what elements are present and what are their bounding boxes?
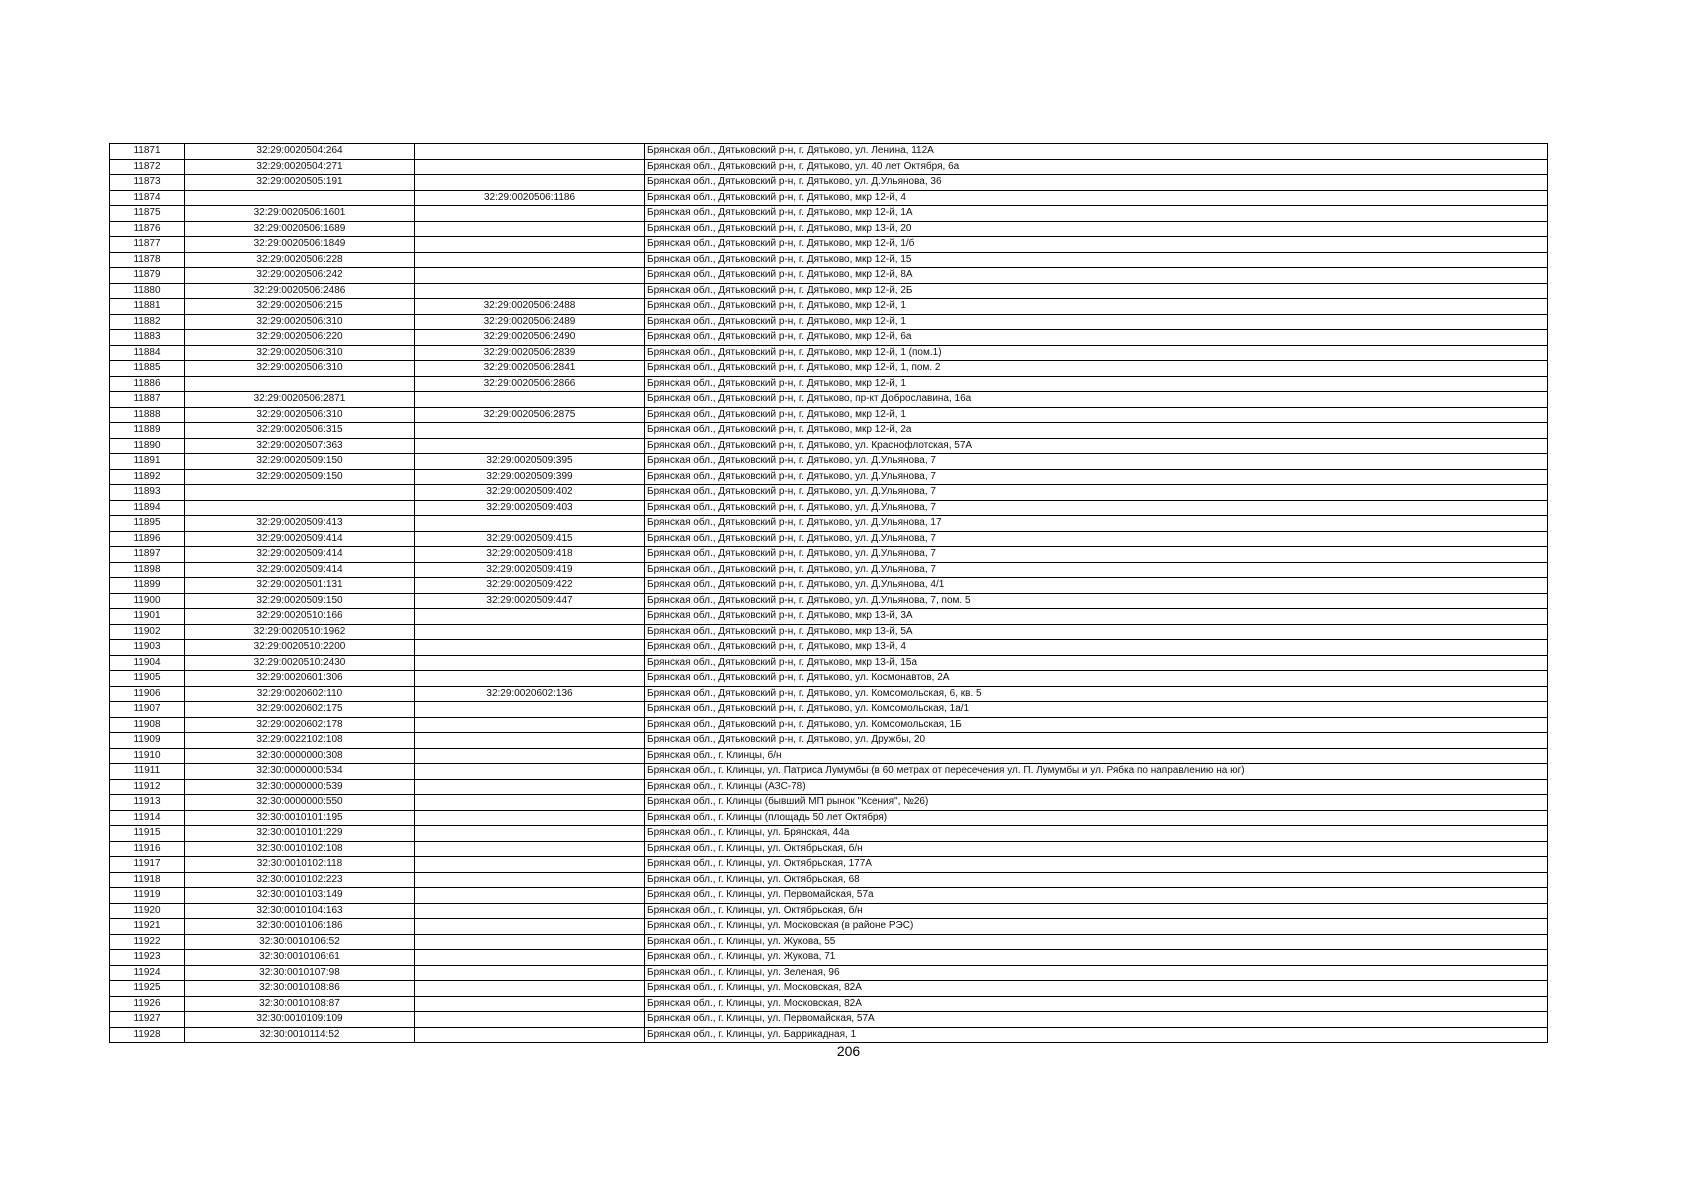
table-row	[110, 733, 1548, 749]
address-cell: Брянская обл., г. Клинцы, б/н	[645, 748, 1548, 764]
address-cell: Брянская обл., Дятьковский р-н, г. Дятьково, ул. Д.Ульянова, 7	[645, 454, 1548, 470]
object-cadastral-number-cell: 32:29:0020506:2841	[415, 361, 645, 377]
land-cadastral-number-cell: 32:29:0020506:1849	[185, 237, 415, 253]
object-cadastral-number-cell	[415, 826, 645, 842]
row-number-cell: 11910	[110, 748, 185, 764]
object-cadastral-number-cell	[415, 252, 645, 268]
land-cadastral-number-cell: 32:29:0020506:2871	[185, 392, 415, 408]
land-cadastral-number-cell	[185, 190, 415, 206]
object-cadastral-number-cell: 32:29:0020509:422	[415, 578, 645, 594]
row-number-cell: 11876	[110, 221, 185, 237]
address-cell: Брянская обл., Дятьковский р-н, г. Дятьково, мкр 12-й, 6а	[645, 330, 1548, 346]
land-cadastral-number-cell: 32:29:0020506:310	[185, 314, 415, 330]
table-row	[110, 206, 1548, 222]
object-cadastral-number-cell	[415, 872, 645, 888]
table-row	[110, 361, 1548, 377]
object-cadastral-number-cell: 32:29:0020506:1186	[415, 190, 645, 206]
table-row	[110, 578, 1548, 594]
object-cadastral-number-cell	[415, 965, 645, 981]
table-row	[110, 764, 1548, 780]
address-cell: Брянская обл., Дятьковский р-н, г. Дятьково, мкр 12-й, 1А	[645, 206, 1548, 222]
address-cell: Брянская обл., Дятьковский р-н, г. Дятьково, мкр 12-й, 1 (пом.1)	[645, 345, 1548, 361]
land-cadastral-number-cell: 32:29:0020509:414	[185, 531, 415, 547]
object-cadastral-number-cell	[415, 810, 645, 826]
row-number-cell: 11902	[110, 624, 185, 640]
object-cadastral-number-cell	[415, 733, 645, 749]
object-cadastral-number-cell: 32:29:0020506:2489	[415, 314, 645, 330]
land-cadastral-number-cell	[185, 376, 415, 392]
land-cadastral-number-cell: 32:30:0010102:118	[185, 857, 415, 873]
row-number-cell: 11890	[110, 438, 185, 454]
address-cell: Брянская обл., Дятьковский р-н, г. Дятьково, ул. Комсомольская, 6, кв. 5	[645, 686, 1548, 702]
land-cadastral-number-cell: 32:29:0020507:363	[185, 438, 415, 454]
table-row	[110, 593, 1548, 609]
land-cadastral-number-cell: 32:29:0020506:1601	[185, 206, 415, 222]
table-row	[110, 547, 1548, 563]
land-cadastral-number-cell: 32:30:0010104:163	[185, 903, 415, 919]
land-cadastral-number-cell: 32:30:0010103:149	[185, 888, 415, 904]
land-cadastral-number-cell: 32:29:0020510:166	[185, 609, 415, 625]
object-cadastral-number-cell: 32:29:0020509:419	[415, 562, 645, 578]
row-number-cell: 11892	[110, 469, 185, 485]
row-number-cell: 11901	[110, 609, 185, 625]
object-cadastral-number-cell	[415, 888, 645, 904]
row-number-cell: 11883	[110, 330, 185, 346]
row-number-cell: 11914	[110, 810, 185, 826]
table-row	[110, 299, 1548, 315]
table-row	[110, 144, 1548, 160]
address-cell: Брянская обл., Дятьковский р-н, г. Дятьково, ул. Комсомольская, 1Б	[645, 717, 1548, 733]
table-row	[110, 345, 1548, 361]
object-cadastral-number-cell	[415, 206, 645, 222]
land-cadastral-number-cell	[185, 485, 415, 501]
row-number-cell: 11898	[110, 562, 185, 578]
object-cadastral-number-cell	[415, 268, 645, 284]
table-row	[110, 562, 1548, 578]
object-cadastral-number-cell	[415, 671, 645, 687]
row-number-cell: 11872	[110, 159, 185, 175]
table-row	[110, 1027, 1548, 1043]
table-row	[110, 423, 1548, 439]
object-cadastral-number-cell	[415, 795, 645, 811]
object-cadastral-number-cell	[415, 516, 645, 532]
address-cell: Брянская обл., г. Клинцы, ул. Жукова, 55	[645, 934, 1548, 950]
land-cadastral-number-cell: 32:30:0010106:52	[185, 934, 415, 950]
land-cadastral-number-cell	[185, 500, 415, 516]
table-row	[110, 795, 1548, 811]
table-row	[110, 655, 1548, 671]
address-cell: Брянская обл., Дятьковский р-н, г. Дятьково, ул. Д.Ульянова, 7	[645, 531, 1548, 547]
land-cadastral-number-cell: 32:29:0020504:271	[185, 159, 415, 175]
land-cadastral-number-cell: 32:30:0010106:186	[185, 919, 415, 935]
object-cadastral-number-cell	[415, 1012, 645, 1028]
row-number-cell: 11925	[110, 981, 185, 997]
land-cadastral-number-cell: 32:29:0020510:2200	[185, 640, 415, 656]
address-cell: Брянская обл., Дятьковский р-н, г. Дятьково, ул. 40 лет Октября, 6а	[645, 159, 1548, 175]
table-row	[110, 950, 1548, 966]
land-cadastral-number-cell: 32:29:0020509:414	[185, 547, 415, 563]
row-number-cell: 11906	[110, 686, 185, 702]
object-cadastral-number-cell: 32:29:0020509:402	[415, 485, 645, 501]
land-cadastral-number-cell: 32:29:0020510:2430	[185, 655, 415, 671]
object-cadastral-number-cell	[415, 237, 645, 253]
land-cadastral-number-cell: 32:29:0020602:110	[185, 686, 415, 702]
address-cell: Брянская обл., Дятьковский р-н, г. Дятьково, мкр 12-й, 2а	[645, 423, 1548, 439]
address-cell: Брянская обл., Дятьковский р-н, г. Дятьково, ул. Комсомольская, 1а/1	[645, 702, 1548, 718]
object-cadastral-number-cell	[415, 1027, 645, 1043]
row-number-cell: 11921	[110, 919, 185, 935]
row-number-cell: 11886	[110, 376, 185, 392]
object-cadastral-number-cell	[415, 919, 645, 935]
address-cell: Брянская обл., Дятьковский р-н, г. Дятьково, ул. Космонавтов, 2А	[645, 671, 1548, 687]
row-number-cell: 11909	[110, 733, 185, 749]
object-cadastral-number-cell	[415, 841, 645, 857]
object-cadastral-number-cell: 32:29:0020506:2488	[415, 299, 645, 315]
object-cadastral-number-cell	[415, 159, 645, 175]
address-cell: Брянская обл., Дятьковский р-н, г. Дятьково, мкр 12-й, 2Б	[645, 283, 1548, 299]
address-cell: Брянская обл., Дятьковский р-н, г. Дятьково, мкр 13-й, 15а	[645, 655, 1548, 671]
land-cadastral-number-cell: 32:29:0020506:2486	[185, 283, 415, 299]
row-number-cell: 11918	[110, 872, 185, 888]
address-cell: Брянская обл., Дятьковский р-н, г. Дятьково, ул. Д.Ульянова, 36	[645, 175, 1548, 191]
table-row	[110, 438, 1548, 454]
object-cadastral-number-cell	[415, 438, 645, 454]
row-number-cell: 11900	[110, 593, 185, 609]
land-cadastral-number-cell: 32:29:0022102:108	[185, 733, 415, 749]
table-row	[110, 810, 1548, 826]
address-cell: Брянская обл., Дятьковский р-н, г. Дятьково, мкр 12-й, 8А	[645, 268, 1548, 284]
row-number-cell: 11908	[110, 717, 185, 733]
object-cadastral-number-cell	[415, 996, 645, 1012]
address-cell: Брянская обл., Дятьковский р-н, г. Дятьково, мкр 13-й, 20	[645, 221, 1548, 237]
object-cadastral-number-cell: 32:29:0020509:418	[415, 547, 645, 563]
object-cadastral-number-cell	[415, 702, 645, 718]
row-number-cell: 11889	[110, 423, 185, 439]
land-cadastral-number-cell: 32:29:0020505:191	[185, 175, 415, 191]
table-row	[110, 469, 1548, 485]
row-number-cell: 11912	[110, 779, 185, 795]
address-cell: Брянская обл., Дятьковский р-н, г. Дятьково, ул. Д.Ульянова, 7	[645, 562, 1548, 578]
table-row	[110, 252, 1548, 268]
row-number-cell: 11922	[110, 934, 185, 950]
object-cadastral-number-cell	[415, 624, 645, 640]
object-cadastral-number-cell	[415, 640, 645, 656]
land-cadastral-number-cell: 32:29:0020506:315	[185, 423, 415, 439]
object-cadastral-number-cell	[415, 950, 645, 966]
address-cell: Брянская обл., Дятьковский р-н, г. Дятьково, ул. Д.Ульянова, 4/1	[645, 578, 1548, 594]
table-row	[110, 531, 1548, 547]
row-number-cell: 11880	[110, 283, 185, 299]
land-cadastral-number-cell: 32:30:0010101:195	[185, 810, 415, 826]
object-cadastral-number-cell	[415, 609, 645, 625]
land-cadastral-number-cell: 32:29:0020509:150	[185, 593, 415, 609]
land-cadastral-number-cell: 32:29:0020602:175	[185, 702, 415, 718]
object-cadastral-number-cell	[415, 144, 645, 160]
row-number-cell: 11916	[110, 841, 185, 857]
address-cell: Брянская обл., Дятьковский р-н, г. Дятьково, мкр 12-й, 1, пом. 2	[645, 361, 1548, 377]
address-cell: Брянская обл., Дятьковский р-н, г. Дятьково, ул. Д.Ульянова, 7, пом. 5	[645, 593, 1548, 609]
land-cadastral-number-cell: 32:29:0020506:220	[185, 330, 415, 346]
object-cadastral-number-cell	[415, 934, 645, 950]
address-cell: Брянская обл., г. Клинцы, ул. Патриса Лумумбы (в 60 метрах от пересечения ул. П. Лумумбы и ул. Рябка по направлению на юг)	[645, 764, 1548, 780]
row-number-cell: 11885	[110, 361, 185, 377]
land-cadastral-number-cell: 32:30:0000000:539	[185, 779, 415, 795]
table-row	[110, 640, 1548, 656]
table-row	[110, 221, 1548, 237]
row-number-cell: 11878	[110, 252, 185, 268]
object-cadastral-number-cell	[415, 175, 645, 191]
row-number-cell: 11874	[110, 190, 185, 206]
table-row	[110, 981, 1548, 997]
table-row	[110, 748, 1548, 764]
address-cell: Брянская обл., Дятьковский р-н, г. Дятьково, мкр 13-й, 3А	[645, 609, 1548, 625]
table-row	[110, 903, 1548, 919]
object-cadastral-number-cell: 32:29:0020506:2839	[415, 345, 645, 361]
row-number-cell: 11893	[110, 485, 185, 501]
land-cadastral-number-cell: 32:30:0010109:109	[185, 1012, 415, 1028]
row-number-cell: 11926	[110, 996, 185, 1012]
address-cell: Брянская обл., г. Клинцы, ул. Московская, 82А	[645, 996, 1548, 1012]
row-number-cell: 11915	[110, 826, 185, 842]
land-cadastral-number-cell: 32:29:0020509:150	[185, 469, 415, 485]
object-cadastral-number-cell: 32:29:0020506:2875	[415, 407, 645, 423]
land-cadastral-number-cell: 32:29:0020509:150	[185, 454, 415, 470]
address-cell: Брянская обл., г. Клинцы, ул. Московская, 82А	[645, 981, 1548, 997]
address-cell: Брянская обл., г. Клинцы, ул. Первомайская, 57а	[645, 888, 1548, 904]
land-cadastral-number-cell: 32:30:0010114:52	[185, 1027, 415, 1043]
land-cadastral-number-cell: 32:29:0020504:264	[185, 144, 415, 160]
object-cadastral-number-cell	[415, 748, 645, 764]
table-row	[110, 330, 1548, 346]
address-cell: Брянская обл., Дятьковский р-н, г. Дятьково, ул. Д.Ульянова, 7	[645, 547, 1548, 563]
address-cell: Брянская обл., Дятьковский р-н, г. Дятьково, ул. Д.Ульянова, 7	[645, 469, 1548, 485]
land-cadastral-number-cell: 32:29:0020506:310	[185, 361, 415, 377]
table-row	[110, 392, 1548, 408]
table-row	[110, 965, 1548, 981]
row-number-cell: 11920	[110, 903, 185, 919]
address-cell: Брянская обл., Дятьковский р-н, г. Дятьково, мкр 13-й, 4	[645, 640, 1548, 656]
object-cadastral-number-cell	[415, 392, 645, 408]
address-cell: Брянская обл., г. Клинцы, ул. Первомайская, 57А	[645, 1012, 1548, 1028]
land-cadastral-number-cell: 32:30:0000000:534	[185, 764, 415, 780]
table-row	[110, 516, 1548, 532]
row-number-cell: 11923	[110, 950, 185, 966]
row-number-cell: 11873	[110, 175, 185, 191]
address-cell: Брянская обл., г. Клинцы, ул. Московская (в районе РЭС)	[645, 919, 1548, 935]
object-cadastral-number-cell: 32:29:0020509:403	[415, 500, 645, 516]
row-number-cell: 11904	[110, 655, 185, 671]
row-number-cell: 11888	[110, 407, 185, 423]
table-row	[110, 237, 1548, 253]
land-cadastral-number-cell: 32:30:0000000:308	[185, 748, 415, 764]
land-cadastral-number-cell: 32:29:0020509:413	[185, 516, 415, 532]
row-number-cell: 11881	[110, 299, 185, 315]
table-row	[110, 826, 1548, 842]
page-number: 206	[836, 1043, 861, 1059]
object-cadastral-number-cell	[415, 779, 645, 795]
land-cadastral-number-cell: 32:30:0010107:98	[185, 965, 415, 981]
table-row	[110, 376, 1548, 392]
object-cadastral-number-cell: 32:29:0020602:136	[415, 686, 645, 702]
row-number-cell: 11913	[110, 795, 185, 811]
land-cadastral-number-cell: 32:29:0020602:178	[185, 717, 415, 733]
registry-table-body	[110, 144, 1548, 1043]
table-row	[110, 779, 1548, 795]
address-cell: Брянская обл., Дятьковский р-н, г. Дятьково, мкр 12-й, 1	[645, 376, 1548, 392]
table-row	[110, 934, 1548, 950]
land-cadastral-number-cell: 32:30:0010108:87	[185, 996, 415, 1012]
address-cell: Брянская обл., г. Клинцы (АЗС-78)	[645, 779, 1548, 795]
land-cadastral-number-cell: 32:30:0010108:86	[185, 981, 415, 997]
row-number-cell: 11927	[110, 1012, 185, 1028]
row-number-cell: 11879	[110, 268, 185, 284]
object-cadastral-number-cell	[415, 764, 645, 780]
table-row	[110, 609, 1548, 625]
address-cell: Брянская обл., г. Клинцы, ул. Октябрьская, 68	[645, 872, 1548, 888]
table-row	[110, 485, 1548, 501]
land-cadastral-number-cell: 32:30:0000000:550	[185, 795, 415, 811]
land-cadastral-number-cell: 32:29:0020501:131	[185, 578, 415, 594]
object-cadastral-number-cell	[415, 655, 645, 671]
row-number-cell: 11894	[110, 500, 185, 516]
object-cadastral-number-cell	[415, 221, 645, 237]
object-cadastral-number-cell: 32:29:0020506:2490	[415, 330, 645, 346]
row-number-cell: 11919	[110, 888, 185, 904]
row-number-cell: 11882	[110, 314, 185, 330]
land-cadastral-number-cell: 32:30:0010106:61	[185, 950, 415, 966]
object-cadastral-number-cell: 32:29:0020509:447	[415, 593, 645, 609]
table-row	[110, 888, 1548, 904]
land-cadastral-number-cell: 32:29:0020510:1962	[185, 624, 415, 640]
table-row	[110, 454, 1548, 470]
address-cell: Брянская обл., Дятьковский р-н, г. Дятьково, пр-кт Доброславина, 16а	[645, 392, 1548, 408]
row-number-cell: 11924	[110, 965, 185, 981]
land-cadastral-number-cell: 32:29:0020506:242	[185, 268, 415, 284]
table-row	[110, 702, 1548, 718]
address-cell: Брянская обл., Дятьковский р-н, г. Дятьково, мкр 13-й, 5А	[645, 624, 1548, 640]
object-cadastral-number-cell	[415, 903, 645, 919]
table-row	[110, 686, 1548, 702]
object-cadastral-number-cell: 32:29:0020506:2866	[415, 376, 645, 392]
row-number-cell: 11884	[110, 345, 185, 361]
land-cadastral-number-cell: 32:29:0020506:1689	[185, 221, 415, 237]
table-row	[110, 841, 1548, 857]
address-cell: Брянская обл., Дятьковский р-н, г. Дятьково, мкр 12-й, 1	[645, 314, 1548, 330]
table-row	[110, 314, 1548, 330]
row-number-cell: 11917	[110, 857, 185, 873]
object-cadastral-number-cell	[415, 717, 645, 733]
address-cell: Брянская обл., г. Клинцы, ул. Зеленая, 96	[645, 965, 1548, 981]
land-cadastral-number-cell: 32:29:0020601:306	[185, 671, 415, 687]
table-row	[110, 717, 1548, 733]
table-row	[110, 190, 1548, 206]
address-cell: Брянская обл., г. Клинцы, ул. Октябрьская, б/н	[645, 841, 1548, 857]
table-row	[110, 283, 1548, 299]
row-number-cell: 11903	[110, 640, 185, 656]
address-cell: Брянская обл., Дятьковский р-н, г. Дятьково, мкр 12-й, 1	[645, 299, 1548, 315]
object-cadastral-number-cell	[415, 981, 645, 997]
table-row	[110, 159, 1548, 175]
row-number-cell: 11897	[110, 547, 185, 563]
address-cell: Брянская обл., г. Клинцы, ул. Октябрьская, 177А	[645, 857, 1548, 873]
address-cell: Брянская обл., г. Клинцы, ул. Жукова, 71	[645, 950, 1548, 966]
land-cadastral-number-cell: 32:30:0010102:108	[185, 841, 415, 857]
table-row	[110, 175, 1548, 191]
address-cell: Брянская обл., г. Клинцы, ул. Баррикадная, 1	[645, 1027, 1548, 1043]
row-number-cell: 11877	[110, 237, 185, 253]
address-cell: Брянская обл., Дятьковский р-н, г. Дятьково, ул. Краснофлотская, 57А	[645, 438, 1548, 454]
row-number-cell: 11887	[110, 392, 185, 408]
table-row	[110, 1012, 1548, 1028]
address-cell: Брянская обл., г. Клинцы, ул. Брянская, 44а	[645, 826, 1548, 842]
land-cadastral-number-cell: 32:29:0020506:310	[185, 407, 415, 423]
row-number-cell: 11895	[110, 516, 185, 532]
row-number-cell: 11875	[110, 206, 185, 222]
address-cell: Брянская обл., Дятьковский р-н, г. Дятьково, ул. Дружбы, 20	[645, 733, 1548, 749]
address-cell: Брянская обл., Дятьковский р-н, г. Дятьково, мкр 12-й, 1	[645, 407, 1548, 423]
row-number-cell: 11905	[110, 671, 185, 687]
address-cell: Брянская обл., Дятьковский р-н, г. Дятьково, мкр 12-й, 1/б	[645, 237, 1548, 253]
registry-table	[109, 143, 1548, 1043]
address-cell: Брянская обл., Дятьковский р-н, г. Дятьково, ул. Д.Ульянова, 7	[645, 485, 1548, 501]
land-cadastral-number-cell: 32:29:0020506:215	[185, 299, 415, 315]
row-number-cell: 11911	[110, 764, 185, 780]
object-cadastral-number-cell: 32:29:0020509:399	[415, 469, 645, 485]
row-number-cell: 11907	[110, 702, 185, 718]
row-number-cell: 11871	[110, 144, 185, 160]
object-cadastral-number-cell	[415, 857, 645, 873]
table-row	[110, 872, 1548, 888]
address-cell: Брянская обл., Дятьковский р-н, г. Дятьково, мкр 12-й, 4	[645, 190, 1548, 206]
object-cadastral-number-cell: 32:29:0020509:415	[415, 531, 645, 547]
row-number-cell: 11899	[110, 578, 185, 594]
address-cell: Брянская обл., Дятьковский р-н, г. Дятьково, ул. Ленина, 112А	[645, 144, 1548, 160]
table-row	[110, 857, 1548, 873]
object-cadastral-number-cell: 32:29:0020509:395	[415, 454, 645, 470]
land-cadastral-number-cell: 32:29:0020506:228	[185, 252, 415, 268]
table-row	[110, 268, 1548, 284]
table-row	[110, 671, 1548, 687]
land-cadastral-number-cell: 32:29:0020509:414	[185, 562, 415, 578]
land-cadastral-number-cell: 32:30:0010102:223	[185, 872, 415, 888]
land-cadastral-number-cell: 32:30:0010101:229	[185, 826, 415, 842]
row-number-cell: 11928	[110, 1027, 185, 1043]
address-cell: Брянская обл., Дятьковский р-н, г. Дятьково, ул. Д.Ульянова, 17	[645, 516, 1548, 532]
table-row	[110, 996, 1548, 1012]
address-cell: Брянская обл., Дятьковский р-н, г. Дятьково, мкр 12-й, 15	[645, 252, 1548, 268]
table-row	[110, 624, 1548, 640]
row-number-cell: 11891	[110, 454, 185, 470]
object-cadastral-number-cell	[415, 423, 645, 439]
table-row	[110, 919, 1548, 935]
object-cadastral-number-cell	[415, 283, 645, 299]
address-cell: Брянская обл., г. Клинцы (площадь 50 лет Октября)	[645, 810, 1548, 826]
table-row	[110, 500, 1548, 516]
row-number-cell: 11896	[110, 531, 185, 547]
address-cell: Брянская обл., г. Клинцы, ул. Октябрьская, б/н	[645, 903, 1548, 919]
table-row	[110, 407, 1548, 423]
address-cell: Брянская обл., г. Клинцы (бывший МП рынок "Ксения", №26)	[645, 795, 1548, 811]
address-cell: Брянская обл., Дятьковский р-н, г. Дятьково, ул. Д.Ульянова, 7	[645, 500, 1548, 516]
land-cadastral-number-cell: 32:29:0020506:310	[185, 345, 415, 361]
